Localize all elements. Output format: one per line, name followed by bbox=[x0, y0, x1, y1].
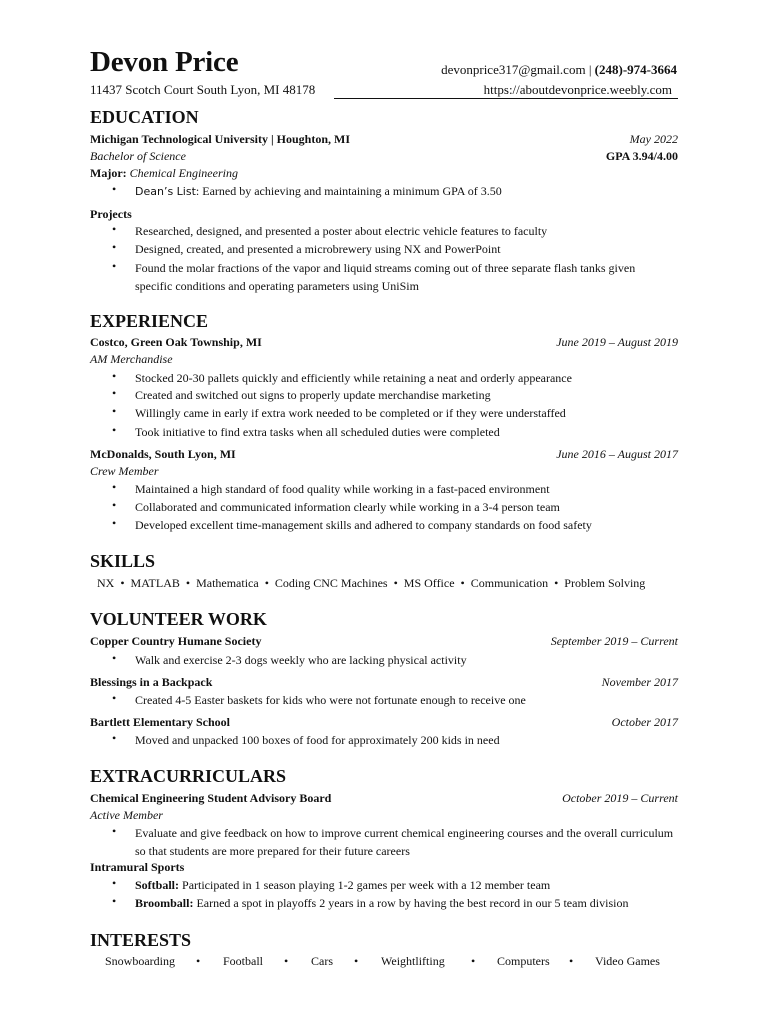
intramural-label: Intramural Sports bbox=[90, 860, 185, 874]
bullet-icon: • bbox=[112, 516, 117, 530]
broomball-item bbox=[135, 894, 628, 912]
resume-name: Devon Price bbox=[90, 46, 239, 78]
job-date: June 2019 – August 2019 bbox=[556, 335, 678, 349]
skills-line: NX • MATLAB • Mathematica • Coding CNC Machines • MS Office • Communication • Problem Solving bbox=[97, 576, 646, 590]
bullet-icon: • bbox=[112, 480, 117, 494]
job-bullet: Took initiative to find extra tasks when all scheduled duties were completed bbox=[135, 425, 500, 439]
board-bullet: Evaluate and give feedback on how to improve current chemical engineering courses and the overall curriculum so that students are more prepared for their future careers bbox=[135, 826, 674, 858]
major-label: Major: bbox=[90, 166, 127, 180]
bullet-icon: • bbox=[112, 423, 117, 437]
interest-item: Video Games bbox=[595, 954, 660, 968]
bullet-icon: • bbox=[112, 691, 117, 705]
website-text: https://aboutdevonprice.weebly.com bbox=[483, 82, 672, 97]
address-text: 11437 Scotch Court South Lyon, MI 48178 bbox=[90, 82, 316, 97]
education-school: Michigan Technological University | Houghton, MI bbox=[90, 132, 350, 146]
interests-heading: INTERESTS bbox=[90, 930, 192, 950]
bullet-icon: • bbox=[112, 498, 117, 512]
volunteer-org: Bartlett Elementary School bbox=[90, 715, 230, 729]
interest-dot: • bbox=[354, 954, 359, 968]
bullet-icon: • bbox=[112, 240, 117, 254]
volunteer-bullet: Created 4-5 Easter baskets for kids who were not fortunate enough to receive one bbox=[135, 693, 526, 707]
interest-item: Football bbox=[223, 954, 264, 968]
email-text: devonprice317@gmail.com bbox=[441, 62, 586, 77]
interest-dot: • bbox=[471, 954, 476, 968]
bullet-icon: • bbox=[112, 404, 117, 418]
volunteer-bullet: Walk and exercise 2-3 dogs weekly who are lacking physical activity bbox=[135, 653, 467, 667]
project-item: Researched, designed, and presented a poster about electric vehicle features to faculty bbox=[135, 224, 548, 238]
job-bullet: Collaborated and communicated information clearly while working in a 3-4 person team bbox=[135, 500, 560, 514]
volunteer-org: Blessings in a Backpack bbox=[90, 675, 213, 689]
volunteer-bullet: Moved and unpacked 100 boxes of food for approximately 200 kids in need bbox=[135, 733, 500, 747]
education-date: May 2022 bbox=[629, 132, 678, 146]
contact-line bbox=[441, 62, 677, 78]
softball-item bbox=[135, 876, 550, 894]
volunteer-date: November 2017 bbox=[601, 675, 678, 689]
board-date: October 2019 – Current bbox=[562, 791, 678, 805]
education-gpa: GPA 3.94/4.00 bbox=[605, 149, 678, 163]
interest-item: Cars bbox=[311, 954, 333, 968]
volunteer-date: September 2019 – Current bbox=[550, 634, 678, 648]
bullet-icon: • bbox=[112, 222, 117, 236]
education-degree: Bachelor of Science bbox=[90, 149, 186, 163]
project-item: Found the molar fractions of the vapor and liquid streams coming out of three separate flash tanks given specific conditions and operating parameters using UniSim bbox=[135, 261, 636, 293]
deans-list-item bbox=[135, 182, 502, 201]
bullet-icon: • bbox=[112, 182, 117, 196]
education-heading: EDUCATION bbox=[90, 107, 199, 127]
bullet-icon: • bbox=[112, 651, 117, 665]
major-value: Chemical Engineering bbox=[129, 166, 238, 180]
job-org: Costco, Green Oak Township, MI bbox=[90, 335, 262, 349]
interests-line bbox=[0, 954, 768, 972]
deans-list-text: : Earned by achieving and maintaining a minimum GPA of 3.50 bbox=[195, 184, 502, 198]
bullet-icon: • bbox=[112, 824, 117, 838]
board-org: Chemical Engineering Student Advisory Board bbox=[90, 791, 332, 805]
bullet-icon: • bbox=[112, 876, 117, 890]
job-bullet: Willingly came in early if extra work needed to be completed or if they were understaffed bbox=[135, 406, 566, 420]
interest-dot: • bbox=[569, 954, 574, 968]
phone-text: (248)-974-3664 bbox=[594, 62, 677, 77]
bullet-icon: • bbox=[112, 259, 117, 273]
job-bullet: Stocked 20-30 pallets quickly and efficiently while retaining a neat and orderly appearance bbox=[135, 371, 572, 385]
interest-dot: • bbox=[284, 954, 289, 968]
volunteer-heading: VOLUNTEER WORK bbox=[90, 609, 267, 629]
softball-label: Softball: bbox=[135, 878, 180, 892]
volunteer-org: Copper Country Humane Society bbox=[90, 634, 262, 648]
job-bullet: Created and switched out signs to properly update merchandise marketing bbox=[135, 388, 491, 402]
bullet-icon: • bbox=[112, 894, 117, 908]
job-date: June 2016 – August 2017 bbox=[556, 447, 678, 461]
bullet-icon: • bbox=[112, 369, 117, 383]
interest-item: Weightlifting bbox=[381, 954, 445, 968]
projects-label: Projects bbox=[90, 207, 132, 221]
broomball-label: Broomball: bbox=[135, 896, 194, 910]
interest-dot: • bbox=[196, 954, 201, 968]
experience-heading: EXPERIENCE bbox=[90, 311, 209, 331]
interest-item: Computers bbox=[497, 954, 550, 968]
extracurriculars-heading: EXTRACURRICULARS bbox=[90, 766, 287, 786]
job-bullet: Maintained a high standard of food quality while working in a fast-paced environment bbox=[135, 482, 550, 496]
project-item: Designed, created, and presented a microbrewery using NX and PowerPoint bbox=[135, 242, 501, 256]
volunteer-date: October 2017 bbox=[611, 715, 678, 729]
deans-list-label: Dean’s List bbox=[135, 185, 196, 198]
softball-text: Participated in 1 season playing 1-2 games per week with a 12 member team bbox=[179, 878, 551, 892]
job-role: AM Merchandise bbox=[90, 352, 173, 366]
bullet-icon: • bbox=[112, 731, 117, 745]
job-role: Crew Member bbox=[90, 464, 159, 478]
bullet-icon: • bbox=[112, 386, 117, 400]
contact-separator: | bbox=[588, 62, 592, 77]
header-rule bbox=[334, 98, 678, 99]
education-major bbox=[90, 166, 238, 181]
skills-heading: SKILLS bbox=[90, 551, 156, 571]
job-org: McDonalds, South Lyon, MI bbox=[90, 447, 236, 461]
interest-item: Snowboarding bbox=[105, 954, 175, 968]
broomball-text: Earned a spot in playoffs 2 years in a row by having the best record in our 5 team division bbox=[193, 896, 629, 910]
board-role: Active Member bbox=[90, 808, 163, 822]
job-bullet: Developed excellent time-management skills and adhered to company standards on food safety bbox=[135, 518, 592, 532]
